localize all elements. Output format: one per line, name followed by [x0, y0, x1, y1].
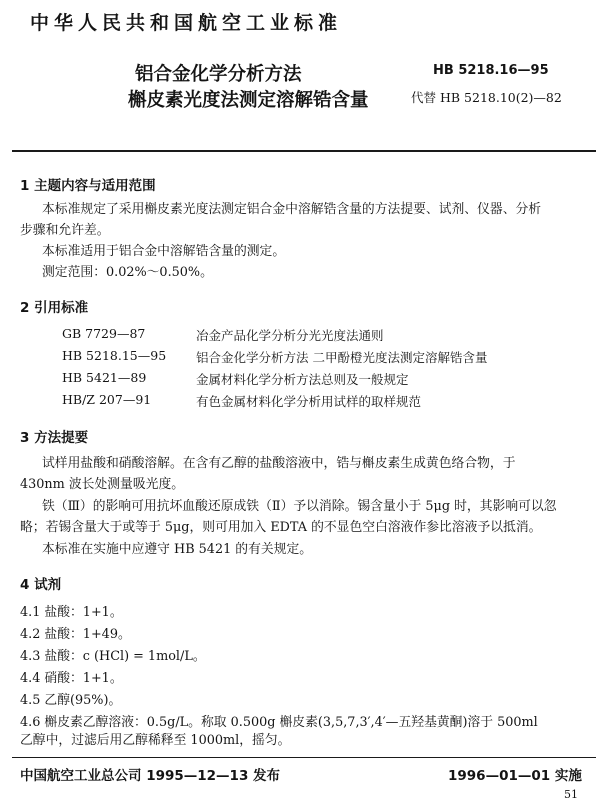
header-divider	[12, 150, 596, 152]
reagent-item: 4.2 盐酸：1+49。	[20, 627, 131, 642]
section-3-heading: 3 方法提要	[20, 430, 89, 446]
document-title-line2: 槲皮素光度法测定溶解锆含量	[128, 90, 369, 111]
section-3-line1: 试样用盐酸和硝酸溶解。在含有乙醇的盐酸溶液中，锆与槲皮素生成黄色络合物，于	[42, 456, 516, 471]
section-1-para3: 测定范围：0.02%～0.50%。	[42, 265, 213, 280]
standard-header: 中华人民共和国航空工业标准	[30, 12, 343, 34]
section-1-para1-cont: 步骤和允许差。	[20, 223, 110, 238]
footer-divider	[12, 757, 596, 758]
document-title-line1: 铝合金化学分析方法	[135, 64, 302, 85]
section-1-para1: 本标准规定了采用槲皮素光度法测定铝合金中溶解锆含量的方法提要、试剂、仪器、分析	[42, 202, 542, 217]
replaces-note: 代替 HB 5218.10(2)—82	[411, 90, 562, 105]
section-3-line5: 本标准在实施中应遵守 HB 5421 的有关规定。	[42, 542, 313, 557]
ref-title: 金属材料化学分析方法总则及一般规定	[196, 372, 409, 387]
ref-code: HB 5218.15—95	[62, 348, 167, 363]
section-1-para2: 本标准适用于铝合金中溶解锆含量的测定。	[42, 244, 286, 259]
ref-code: HB/Z 207—91	[62, 392, 152, 407]
effective-date: 1996—01—01 实施	[448, 768, 582, 784]
page-number: 51	[564, 788, 578, 801]
section-1-heading: 1 主题内容与适用范围	[20, 178, 156, 194]
reagent-item: 4.6 槲皮素乙醇溶液：0.5g/L。称取 0.500g 槲皮素(3,5,7,3′,4′—五羟基黄酮)溶于 500ml	[20, 715, 538, 730]
reagent-item: 4.3 盐酸：c (HCl) = 1mol/L。	[20, 649, 206, 664]
standard-code: HB 5218.16—95	[433, 63, 549, 78]
ref-title: 铝合金化学分析方法 二甲酚橙光度法测定溶解锆含量	[196, 350, 488, 365]
section-4-heading: 4 试剂	[20, 577, 62, 593]
ref-code: HB 5421—89	[62, 370, 147, 385]
reagent-item: 4.4 硝酸：1+1。	[20, 671, 123, 686]
section-3-line2: 430nm 波长处测量吸光度。	[20, 477, 185, 492]
reagent-item: 4.1 盐酸：1+1。	[20, 605, 123, 620]
section-3-line3: 铁（Ⅲ）的影响可用抗坏血酸还原成铁（Ⅱ）予以消除。锡含量小于 5μg 时，其影响可以忽	[42, 499, 557, 514]
section-3-line4: 略；若锡含量大于或等于 5μg，则可用加入 EDTA 的不显色空白溶液作参比溶液予以抵消。	[20, 520, 542, 535]
issue-info: 中国航空工业总公司 1995—12—13 发布	[20, 768, 281, 784]
ref-title: 有色金属材料化学分析用试样的取样规范	[196, 394, 422, 409]
ref-code: GB 7729—87	[62, 326, 146, 341]
reagent-item: 4.5 乙醇(95%)。	[20, 693, 122, 708]
section-2-heading: 2 引用标准	[20, 300, 89, 316]
ref-title: 冶金产品化学分析分光光度法通则	[196, 328, 384, 343]
reagent-item-6-cont: 乙醇中，过滤后用乙醇稀释至 1000ml，摇匀。	[20, 733, 291, 748]
